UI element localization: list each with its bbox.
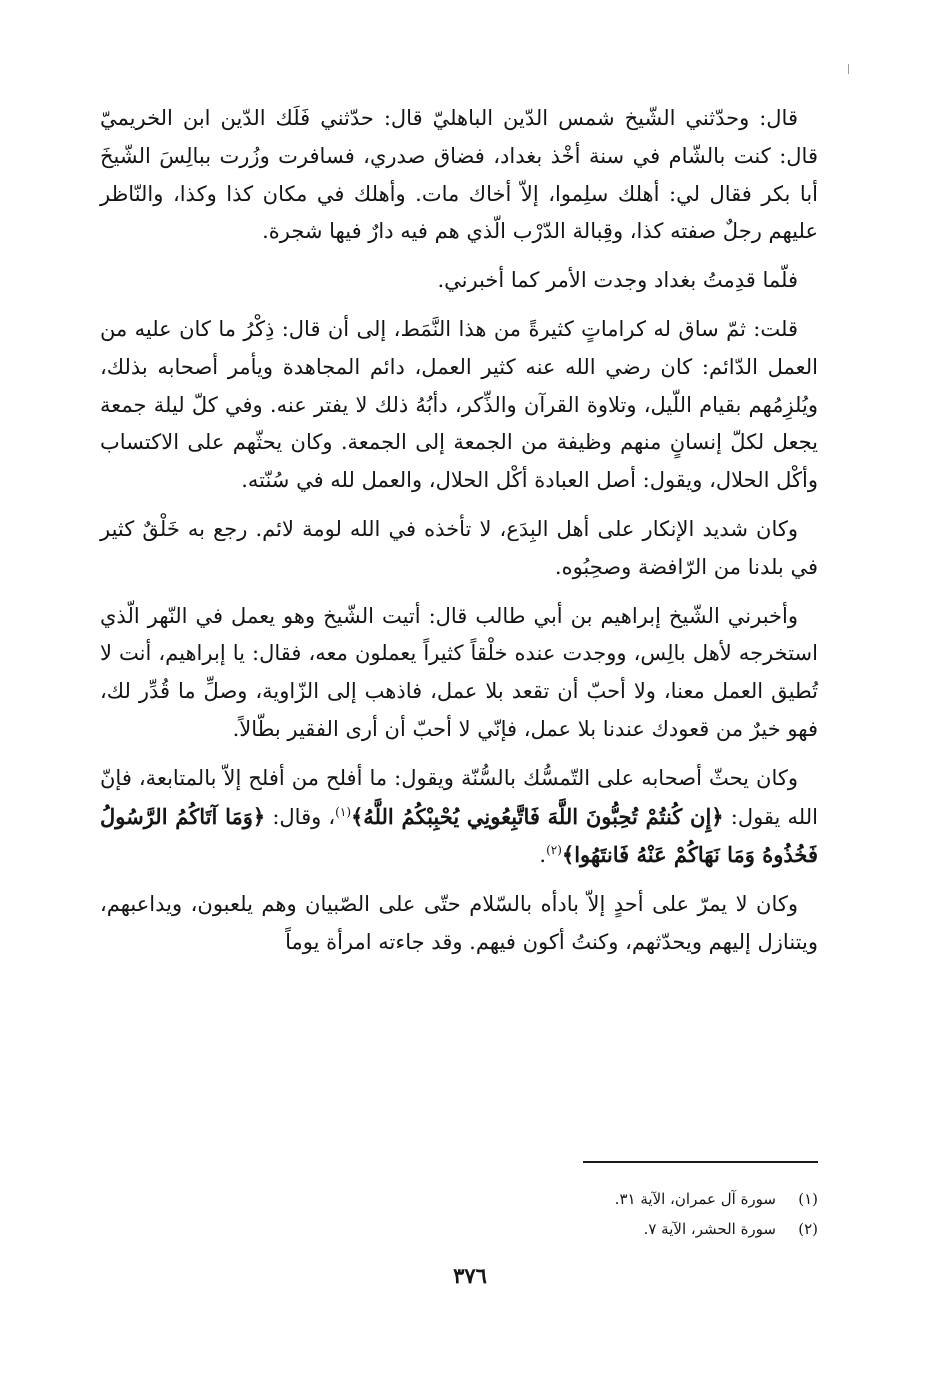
footnote-ref-1[interactable]: (١) (335, 804, 351, 819)
page-number: ٣٧٦ (453, 1263, 487, 1288)
footnote-1 (400, 1184, 818, 1214)
paragraph-confirmation: فلّما قدِمتُ بغداد وجدت الأمر كما أخبرني. (437, 268, 798, 293)
sunnah-intro: وكان يحثّ أصحابه على التّمسُّك بالسُّنّة ويقول: ما أفلح من أفلح إلاّ بالمتابعة، فإنّ الله يقول: (100, 765, 818, 829)
paragraph-against-innovation: وكان شديد الإنكار على أهل البِدَع، لا تأخذه في الله لومة لائم. رجع به خَلْقٌ كثير في بلدنا من الرّافضة وصحِبُوه. (100, 516, 818, 579)
footnote-2 (400, 1214, 818, 1244)
footnote-ref-2[interactable]: (٢) (546, 843, 562, 858)
paragraph-sunnah (100, 760, 818, 875)
footnote-text: سورة آل عمران، الآية ٣١. (614, 1190, 776, 1208)
quran-verse-1: ﴿إِن كُنتُمْ تُحِبُّونَ اللَّهَ فَاتَّبِعُونِي يُحْبِبْكُمُ اللَّهُ﴾ (351, 803, 724, 829)
paragraph-vision-story: قال: وحدّثني الشّيخ شمس الدّين الباهليّ قال: حدّثني فَلَك الدّين ابن الخريميّ قال: كنت بالشّام في سنة أخْذ بغداد، فضاق صدري، فسافرت وزُرت ببالِسَ الشّيخَ أبا بكر فقال لي: أهلك سلِموا، إلاّ أخاك مات. وأهلك في مكان كذا وكذا، والنّاظر عليهم رجلٌ صفته كذا، وقِبالة الدّرْب الّذي هم فيه دارٌ فيها شجرة. (100, 106, 818, 244)
footnote-separator (583, 1161, 818, 1163)
main-text (100, 100, 818, 973)
sunnah-middle: ، وقال: (272, 804, 336, 829)
paragraph-ibrahim-story: وأخبرني الشّيخ إبراهيم بن أبي طالب قال: أتيت الشّيخ وهو يعمل في النّهر الّذي استخرجه لأهل بالِس، ووجدت عنده خلْقاً كثيراً يعملون معه، فقال: يا إبراهيم، أنت لا تُطيق العمل معنا، ولا أحبّ أن تقعد بلا عمل، فاذهب إلى الزّاوية، وصلِّ ما قُدِّر لك، فهو خيرٌ من قعودك عندنا بلا عمل، فإنّي لا أحبّ أن أرى الفقير بطّالاً. (100, 603, 818, 741)
paragraph-continuous-work: قلت: ثمّ ساق له كراماتٍ كثيرةً من هذا النَّمَط، إلى أن قال: ذِكْرُ ما كان عليه من العمل الدّائم: كان رضي الله عنه كثير العمل، دائم المجاهدة ويأمر أصحابه بذلك، ويُلزِمُهم بقيام اللّيل، وتلاوة القرآن والذِّكر، دأبُهُ ذلك لا يفتر عنه. وفي كلّ ليلة جمعة يجعل لكلّ إنسانٍ منهم وظيفة من الجمعة إلى الجمعة. وكان يحثّهم على الاكتساب وأكْل الحلال، ويقول: أصل العبادة أكْل الحلال، والعمل لله في سُنّته. (100, 316, 818, 493)
scan-mark (848, 64, 849, 74)
footnote-text: سورة الحشر، الآية ٧. (643, 1220, 776, 1238)
sunnah-end: . (539, 843, 547, 868)
paragraph-greeting: وكان لا يمرّ على أحدٍ إلاّ بادأه بالسّلام حتّى على الصّبيان وهم يلعبون، ويداعبهم، ويتنازل إليهم ويحدّثهم، وكنتُ أكون فيهم. وقد جاءته امرأة يوماً (100, 892, 818, 954)
footnotes (400, 1184, 818, 1244)
quran-verse-2: ﴿وَمَا آتَاكُمُ الرَّسُولُ فَخُذُوهُ وَمَا نَهَاكُمْ عَنْهُ فَانتَهُوا﴾ (100, 803, 818, 868)
footnote-number: (٢) (798, 1220, 818, 1238)
footnote-number: (١) (798, 1190, 818, 1208)
